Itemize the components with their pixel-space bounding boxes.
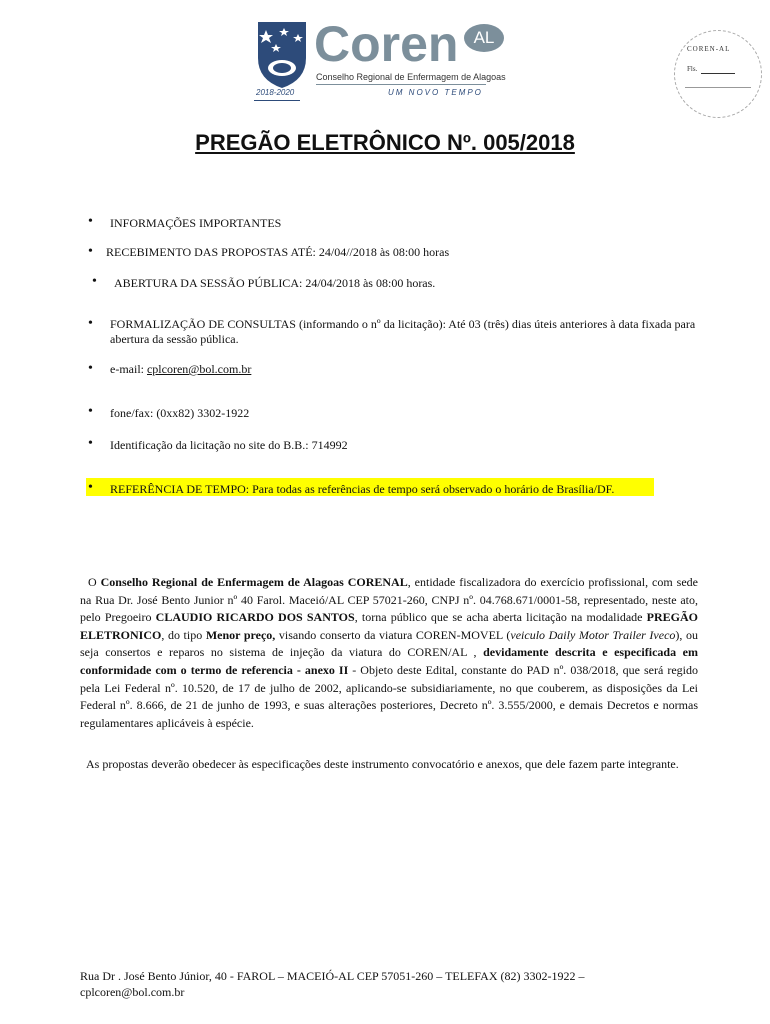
bullet-text: Identificação da licitação no site do B.B.: 714992 (110, 438, 348, 452)
bullet-dot: • (88, 316, 93, 331)
bullet-text: RECEBIMENTO DAS PROPOSTAS ATÉ: 24/04//2018 às 08:00 horas (106, 245, 450, 259)
termo-referencia: devidamente descrita e especificada em conformidade com o termo de referencia - anexo II (80, 645, 698, 677)
para-text: visando conserto da viatura COREN-MOVEL ( (275, 627, 511, 642)
logo-subtitle: Conselho Regional de Enfermagem de Alagoas (316, 72, 506, 82)
logo-years: 2018-2020 (256, 88, 295, 97)
bullet-dot: • (88, 244, 93, 259)
bullet-text: INFORMAÇÕES IMPORTANTES (110, 216, 282, 230)
para-text: - Objeto deste Edital, constante do PAD nº. 038/2018, que será regido pela Lei Federal nº. 10.520, de 17 de julho de 2002, aplicando-se subsidiariamente, no que couberem, as disposições da Lei Federal nº. 8.666, de 21 de junho de 1993, e suas alterações posteriores, Decreto nº. 3.555/2000, e demais Decretos e normas regulamentares aplicáveis à espécie. (80, 662, 699, 730)
email-link[interactable]: cplcoren@bol.com.br (146, 362, 252, 376)
page-footer (80, 968, 680, 1000)
para-text: , entidade fiscalizadora do exercício profissional, com sede na Rua Dr. José Bento Junior nº 40 Farol. Maceió/AL CEP 57021-260, CNPJ nº. 04.768.671/0001-58, representado, neste ato, pelo Pregoeiro (80, 575, 698, 625)
bullet-text (110, 317, 698, 347)
email-label: e-mail: (110, 362, 147, 376)
coren-logo (252, 16, 512, 102)
bullet-dot: • (92, 274, 97, 289)
bullet-text-consultas: FORMALIZAÇÃO DE CONSULTAS (informando o nº da licitação): Até 03 (três) dias úteis anteriores à data fixada para abertura da sessão pública. (110, 317, 696, 346)
bullet-dot: • (88, 404, 93, 419)
bullet-dot: • (88, 361, 93, 376)
logo-wordmark: Coren (314, 16, 459, 72)
footer-address: Rua Dr . José Bento Júnior, 40 - FAROL – MACEIÓ-AL CEP 57051-260 – TELEFAX (82) 3302-1922 – (80, 969, 585, 983)
stamp-fls-label: Fls. (687, 65, 698, 73)
stamp-fls-line (701, 73, 735, 74)
para-text: , do tipo (161, 627, 206, 642)
para-text: , torna público que se acha aberta licitação na modalidade (354, 610, 647, 625)
footer-email: cplcoren@bol.com.br (80, 985, 185, 999)
logo-tagline: UM NOVO TEMPO (388, 88, 483, 97)
modalidade: PREGÃO ELETRONICO (80, 610, 698, 642)
logo-al-badge: AL (464, 24, 504, 52)
bullet-text: fone/fax: (0xx82) 3302-1922 (110, 406, 250, 420)
logo-divider (316, 84, 486, 85)
vehicle-name: veiculo Daily Motor Trailer Iveco (510, 627, 676, 642)
org-name: Conselho Regional de Enfermagem de Alagoas CORENAL (100, 575, 408, 589)
propostas-paragraph: As propostas deverão obedecer às especificações deste instrumento convocatório e anexos, que dele fazem parte integrante. (86, 757, 679, 771)
stamp-org: COREN-AL (687, 45, 731, 53)
tipo: Menor preço, (205, 627, 276, 642)
bullet-dot: • (88, 214, 93, 229)
logo-years-underline (254, 100, 300, 101)
page-stamp (674, 30, 762, 118)
bullet-dot: • (88, 436, 93, 451)
pregoeiro-name: CLAUDIO RICARDO DOS SANTOS (155, 610, 355, 625)
stamp-signature-line (685, 87, 751, 88)
coren-shield-icon (254, 20, 310, 90)
para-text: ), ou seja consertos e reparos no sistema de injeção da viatura do COREN/AL , (80, 627, 698, 660)
page-title: PREGÃO ELETRÔNICO Nº. 005/2018 (195, 130, 575, 155)
main-paragraph (80, 574, 698, 732)
bullet-text (110, 362, 690, 377)
bullet-text-highlighted: REFERÊNCIA DE TEMPO: Para todas as referências de tempo será observado o horário de Brasília/DF. (110, 482, 615, 496)
bullet-dot: • (88, 480, 93, 495)
para-text: O (88, 575, 101, 589)
bullet-text: ABERTURA DA SESSÃO PÚBLICA: 24/04/2018 às 08:00 horas. (114, 276, 436, 290)
